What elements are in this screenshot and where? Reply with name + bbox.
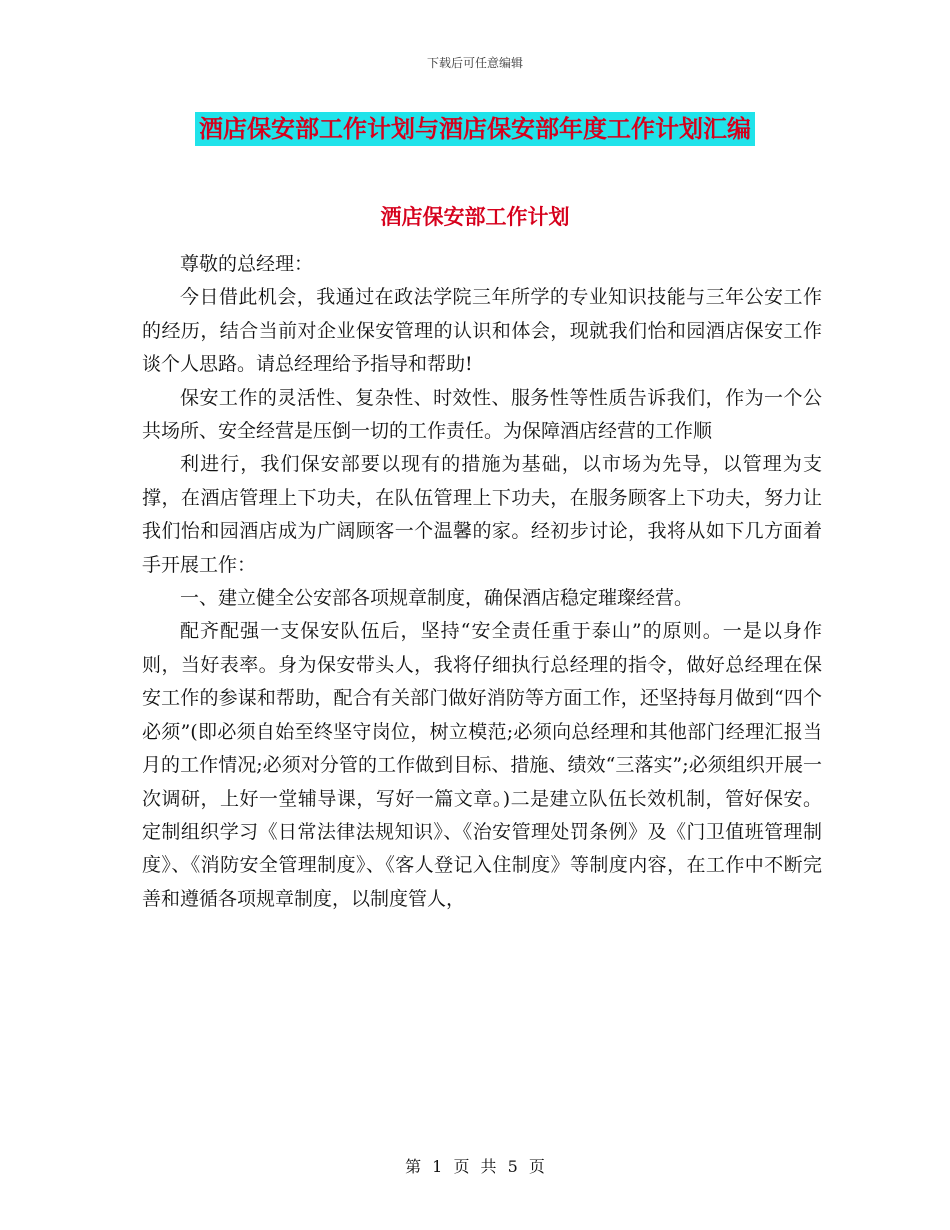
paragraph: 一、建立健全公安部各项规章制度，确保酒店稳定璀璨经营。 <box>180 587 694 610</box>
document-title: 酒店保安部工作计划与酒店保安部年度工作计划汇编 <box>195 112 755 146</box>
paragraph: 配齐配强一支保安队伍后，坚持“安全责任重于泰山”的原则。一是以身作则，当好表率。身为保安带头人，我将仔细执行总经理的指令，做好总经理在保安工作的参谋和帮助，配合有关部门做好消防等方面工作，还坚持每月做到“四个必须”(即必须自始至终坚守岗位，树立模范;必须向总经理和其他部门经理汇报当月的工作情况;必须对分管的工作做到目标、措施、绩效“三落实”;必须组织开展一次调研，上好一堂辅导课，写好一篇文章。)二是建立队伍长效机制，管好保安。定制组织学习《日常法律法规知识》、《治安管理处罚条例》及《门卫值班管理制度》、《消防安全管理制度》、《客人登记入住制度》等制度内容，在工作中不断完善和遵循各项规章制度，以制度管人， <box>142 620 822 910</box>
paragraph: 保安工作的灵活性、复杂性、时效性、服务性等性质告诉我们，作为一个公共场所、安全经营是压倒一切的工作责任。为保障酒店经营的工作顺 <box>142 386 822 443</box>
document-title-wrap <box>0 112 950 146</box>
page-footer: 第 1 页 共 5 页 <box>405 1157 545 1176</box>
salutation: 尊敬的总经理： <box>180 253 314 275</box>
section-title: 酒店保安部工作计划 <box>380 204 570 229</box>
paragraph: 利进行，我们保安部要以现有的措施为基础，以市场为先导，以管理为支撑，在酒店管理上下功夫，在队伍管理上下功夫，在服务顾客上下功夫，努力让我们怡和园酒店成为广阔顾客一个温馨的家。经初步讨论，我将从如下几方面着手开展工作： <box>142 453 822 576</box>
body-text <box>142 248 822 916</box>
paragraph: 今日借此机会，我通过在政法学院三年所学的专业知识技能与三年公安工作的经历，结合当前对企业保安管理的认识和体会，现就我们怡和园酒店保安工作谈个人思路。请总经理给予指导和帮助! <box>142 286 822 376</box>
header-note: 下载后可任意编辑 <box>426 56 523 70</box>
